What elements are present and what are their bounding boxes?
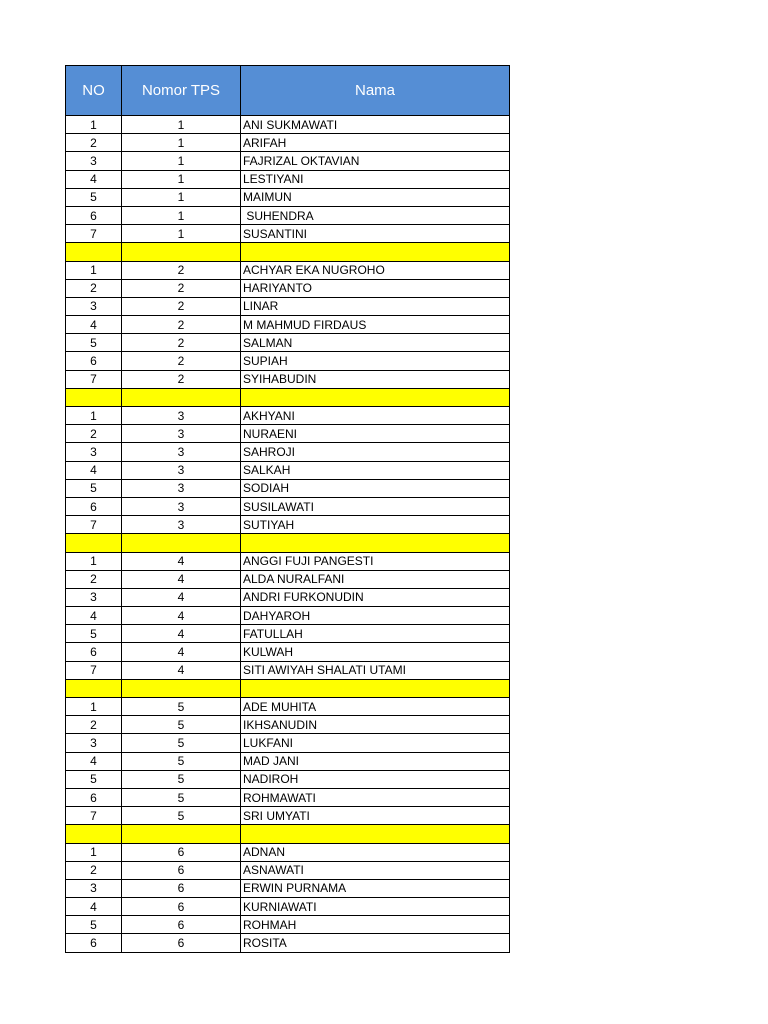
- cell-nomor-tps: 2: [122, 297, 241, 315]
- separator-cell: [241, 825, 510, 843]
- cell-nomor-tps: 6: [122, 916, 241, 934]
- cell-nomor-tps: 2: [122, 279, 241, 297]
- cell-nomor-tps: 2: [122, 370, 241, 388]
- cell-no: 5: [66, 334, 122, 352]
- table-row: [66, 698, 510, 716]
- cell-nomor-tps: 5: [122, 788, 241, 806]
- table-row: [66, 843, 510, 861]
- cell-nama: MAD JANI: [241, 752, 510, 770]
- table-row: [66, 352, 510, 370]
- table-row: [66, 461, 510, 479]
- cell-no: 2: [66, 570, 122, 588]
- cell-nomor-tps: 5: [122, 734, 241, 752]
- cell-nomor-tps: 6: [122, 843, 241, 861]
- separator-cell: [122, 243, 241, 261]
- separator-cell: [122, 825, 241, 843]
- cell-no: 1: [66, 116, 122, 134]
- cell-no: 6: [66, 352, 122, 370]
- table-row: [66, 716, 510, 734]
- cell-nomor-tps: 1: [122, 206, 241, 224]
- cell-nama: ERWIN PURNAMA: [241, 879, 510, 897]
- cell-no: 7: [66, 516, 122, 534]
- table-row: [66, 407, 510, 425]
- cell-nama: SALKAH: [241, 461, 510, 479]
- cell-nomor-tps: 4: [122, 570, 241, 588]
- cell-no: 6: [66, 497, 122, 515]
- cell-nomor-tps: 4: [122, 588, 241, 606]
- cell-nama: LINAR: [241, 297, 510, 315]
- cell-nomor-tps: 4: [122, 625, 241, 643]
- table-row: [66, 770, 510, 788]
- cell-nama: AKHYANI: [241, 407, 510, 425]
- table-row: [66, 625, 510, 643]
- cell-nama: HARIYANTO: [241, 279, 510, 297]
- cell-nama: ROSITA: [241, 934, 510, 952]
- cell-no: 7: [66, 225, 122, 243]
- separator-cell: [241, 388, 510, 406]
- table-row: [66, 516, 510, 534]
- cell-nomor-tps: 1: [122, 170, 241, 188]
- cell-no: 5: [66, 770, 122, 788]
- table-row: [66, 316, 510, 334]
- table-row: [66, 279, 510, 297]
- table-row: [66, 134, 510, 152]
- cell-nama: KURNIAWATI: [241, 898, 510, 916]
- cell-nama: ASNAWATI: [241, 861, 510, 879]
- cell-nama: SUPIAH: [241, 352, 510, 370]
- cell-nomor-tps: 3: [122, 497, 241, 515]
- cell-nomor-tps: 6: [122, 861, 241, 879]
- separator-cell: [66, 679, 122, 697]
- table-row: [66, 588, 510, 606]
- table-row: [66, 934, 510, 952]
- cell-nama: SODIAH: [241, 479, 510, 497]
- cell-nama: SITI AWIYAH SHALATI UTAMI: [241, 661, 510, 679]
- cell-nomor-tps: 1: [122, 152, 241, 170]
- cell-nama: ADNAN: [241, 843, 510, 861]
- separator-cell: [66, 825, 122, 843]
- cell-no: 5: [66, 479, 122, 497]
- separator-row: [66, 534, 510, 552]
- cell-nomor-tps: 2: [122, 261, 241, 279]
- cell-nama: NADIROH: [241, 770, 510, 788]
- cell-nomor-tps: 3: [122, 461, 241, 479]
- separator-cell: [241, 243, 510, 261]
- cell-nama: ROHMAH: [241, 916, 510, 934]
- cell-no: 2: [66, 716, 122, 734]
- table-row: [66, 116, 510, 134]
- table-row: [66, 152, 510, 170]
- cell-nama: DAHYAROH: [241, 607, 510, 625]
- cell-no: 1: [66, 407, 122, 425]
- cell-nama: SYIHABUDIN: [241, 370, 510, 388]
- cell-nama: LUKFANI: [241, 734, 510, 752]
- cell-nama: ANDRI FURKONUDIN: [241, 588, 510, 606]
- table-row: [66, 661, 510, 679]
- cell-nomor-tps: 3: [122, 479, 241, 497]
- table-row: [66, 734, 510, 752]
- cell-no: 6: [66, 788, 122, 806]
- table-row: [66, 861, 510, 879]
- cell-nomor-tps: 4: [122, 607, 241, 625]
- cell-no: 1: [66, 843, 122, 861]
- table-body: [66, 116, 510, 953]
- cell-nama: ANI SUKMAWATI: [241, 116, 510, 134]
- cell-no: 5: [66, 916, 122, 934]
- table-row: [66, 643, 510, 661]
- cell-nomor-tps: 3: [122, 443, 241, 461]
- table-row: [66, 752, 510, 770]
- cell-nama: FAJRIZAL OKTAVIAN: [241, 152, 510, 170]
- cell-nomor-tps: 5: [122, 807, 241, 825]
- cell-nomor-tps: 2: [122, 316, 241, 334]
- separator-row: [66, 243, 510, 261]
- cell-nama: ALDA NURALFANI: [241, 570, 510, 588]
- cell-nomor-tps: 3: [122, 425, 241, 443]
- cell-nama: LESTIYANI: [241, 170, 510, 188]
- table-row: [66, 552, 510, 570]
- cell-no: 5: [66, 188, 122, 206]
- table-row: [66, 916, 510, 934]
- cell-nama: ADE MUHITA: [241, 698, 510, 716]
- cell-no: 7: [66, 807, 122, 825]
- cell-no: 6: [66, 643, 122, 661]
- header-no: NO: [66, 66, 122, 116]
- separator-row: [66, 388, 510, 406]
- table-row: [66, 788, 510, 806]
- separator-row: [66, 825, 510, 843]
- table-row: [66, 225, 510, 243]
- separator-cell: [66, 243, 122, 261]
- separator-cell: [122, 679, 241, 697]
- cell-nomor-tps: 1: [122, 116, 241, 134]
- cell-nomor-tps: 2: [122, 352, 241, 370]
- header-row: [66, 66, 510, 116]
- separator-cell: [241, 679, 510, 697]
- table-row: [66, 479, 510, 497]
- header-nomor-tps: Nomor TPS: [122, 66, 241, 116]
- cell-nomor-tps: 4: [122, 661, 241, 679]
- table-row: [66, 497, 510, 515]
- cell-nama: NURAENI: [241, 425, 510, 443]
- separator-cell: [241, 534, 510, 552]
- separator-cell: [122, 534, 241, 552]
- cell-nomor-tps: 6: [122, 879, 241, 897]
- table-row: [66, 206, 510, 224]
- table-row: [66, 607, 510, 625]
- cell-nomor-tps: 5: [122, 752, 241, 770]
- cell-no: 3: [66, 734, 122, 752]
- cell-nama: SRI UMYATI: [241, 807, 510, 825]
- cell-nama: SUHENDRA: [241, 206, 510, 224]
- cell-nomor-tps: 5: [122, 770, 241, 788]
- cell-nomor-tps: 5: [122, 716, 241, 734]
- cell-no: 6: [66, 934, 122, 952]
- cell-nama: ACHYAR EKA NUGROHO: [241, 261, 510, 279]
- table-row: [66, 170, 510, 188]
- cell-nama: KULWAH: [241, 643, 510, 661]
- separator-row: [66, 679, 510, 697]
- table-row: [66, 370, 510, 388]
- cell-nomor-tps: 1: [122, 225, 241, 243]
- cell-nama: ANGGI FUJI PANGESTI: [241, 552, 510, 570]
- cell-nomor-tps: 1: [122, 188, 241, 206]
- table-row: [66, 261, 510, 279]
- cell-no: 6: [66, 206, 122, 224]
- cell-no: 2: [66, 425, 122, 443]
- table-row: [66, 879, 510, 897]
- separator-cell: [66, 534, 122, 552]
- cell-nama: M MAHMUD FIRDAUS: [241, 316, 510, 334]
- cell-nama: SUSANTINI: [241, 225, 510, 243]
- table-row: [66, 188, 510, 206]
- cell-no: 1: [66, 698, 122, 716]
- table-row: [66, 443, 510, 461]
- cell-no: 7: [66, 661, 122, 679]
- cell-no: 3: [66, 588, 122, 606]
- cell-no: 4: [66, 170, 122, 188]
- cell-nomor-tps: 3: [122, 516, 241, 534]
- cell-no: 4: [66, 898, 122, 916]
- cell-no: 2: [66, 134, 122, 152]
- cell-nama: SALMAN: [241, 334, 510, 352]
- separator-cell: [66, 388, 122, 406]
- cell-nomor-tps: 6: [122, 898, 241, 916]
- cell-nama: SAHROJI: [241, 443, 510, 461]
- cell-nama: FATULLAH: [241, 625, 510, 643]
- table-row: [66, 297, 510, 315]
- cell-no: 4: [66, 752, 122, 770]
- tps-name-table: [65, 65, 510, 953]
- table-row: [66, 334, 510, 352]
- cell-nama: ROHMAWATI: [241, 788, 510, 806]
- cell-no: 2: [66, 861, 122, 879]
- cell-nama: ARIFAH: [241, 134, 510, 152]
- cell-no: 5: [66, 625, 122, 643]
- cell-nama: SUSILAWATI: [241, 497, 510, 515]
- cell-nama: SUTIYAH: [241, 516, 510, 534]
- table-row: [66, 807, 510, 825]
- cell-nomor-tps: 6: [122, 934, 241, 952]
- cell-no: 3: [66, 297, 122, 315]
- cell-no: 3: [66, 879, 122, 897]
- table-row: [66, 570, 510, 588]
- cell-no: 4: [66, 316, 122, 334]
- cell-no: 3: [66, 152, 122, 170]
- cell-nomor-tps: 4: [122, 643, 241, 661]
- header-nama: Nama: [241, 66, 510, 116]
- cell-nomor-tps: 4: [122, 552, 241, 570]
- cell-nomor-tps: 1: [122, 134, 241, 152]
- cell-no: 7: [66, 370, 122, 388]
- cell-no: 1: [66, 552, 122, 570]
- cell-nomor-tps: 5: [122, 698, 241, 716]
- table-row: [66, 425, 510, 443]
- cell-no: 4: [66, 461, 122, 479]
- table-row: [66, 898, 510, 916]
- cell-nama: IKHSANUDIN: [241, 716, 510, 734]
- cell-nomor-tps: 2: [122, 334, 241, 352]
- cell-no: 3: [66, 443, 122, 461]
- separator-cell: [122, 388, 241, 406]
- cell-no: 2: [66, 279, 122, 297]
- cell-nomor-tps: 3: [122, 407, 241, 425]
- cell-no: 1: [66, 261, 122, 279]
- cell-no: 4: [66, 607, 122, 625]
- cell-nama: MAIMUN: [241, 188, 510, 206]
